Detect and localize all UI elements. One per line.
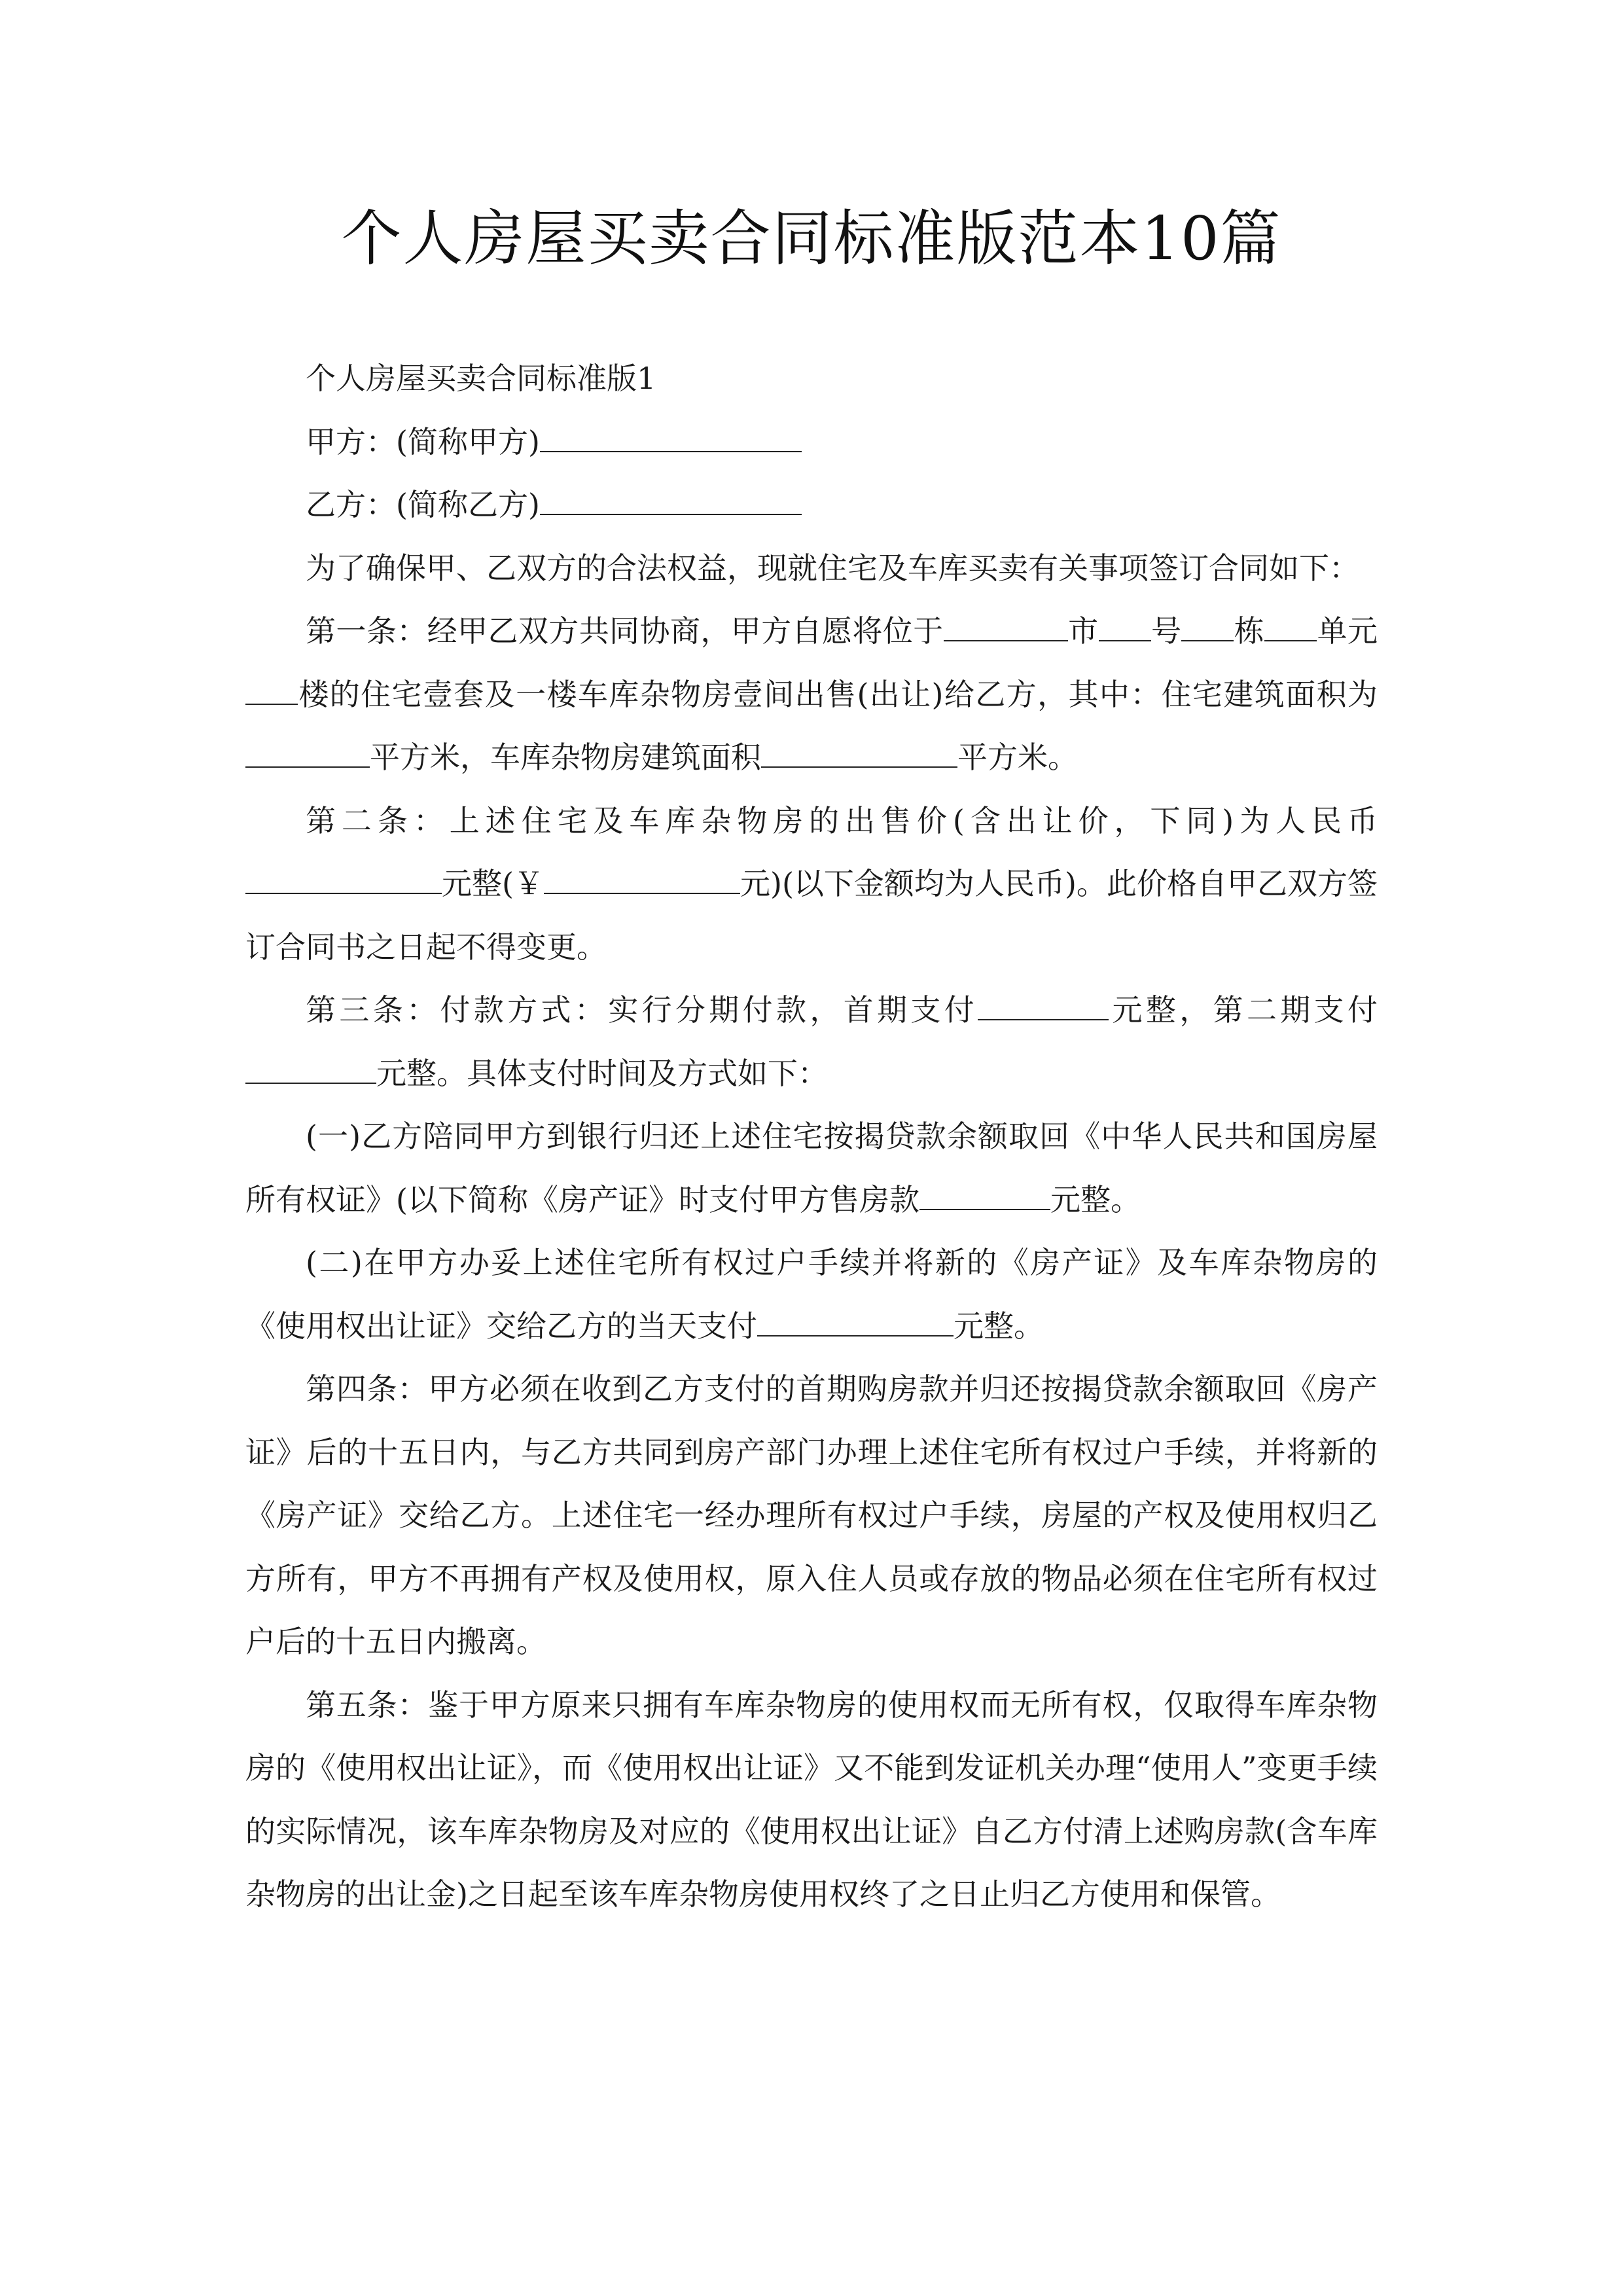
party-b-line — [245, 473, 1378, 537]
contract-subheading — [245, 347, 1378, 410]
clause-1-text-6: 楼的住宅壹套及一楼车库杂物房壹间出售(出让)给乙方，其中：住宅建筑面积为 — [298, 676, 1378, 712]
clause-1-text-8: 平方米。 — [957, 740, 1078, 775]
intro-paragraph — [245, 537, 1378, 600]
item-2-amount-blank — [757, 1306, 954, 1336]
first-payment-blank — [978, 990, 1109, 1020]
floor-blank — [245, 675, 298, 705]
subheading-text: 个人房屋买卖合同标准版1 — [306, 361, 656, 396]
item-1-amount-blank — [919, 1180, 1050, 1210]
clause-1-text-7: 平方米，车库杂物房建筑面积 — [370, 740, 761, 775]
clause-5 — [245, 1674, 1378, 1926]
party-a-line — [245, 410, 1378, 474]
party-a-blank — [540, 422, 802, 452]
payment-item-1 — [245, 1105, 1378, 1231]
number-blank — [1099, 611, 1151, 641]
clause-1 — [245, 600, 1378, 789]
party-a-label: 甲方：(简称甲方) — [306, 423, 540, 459]
clause-3-text-2: 元整，第二期支付 — [1109, 992, 1378, 1028]
clause-3 — [245, 978, 1378, 1105]
item-1-text-1: (一)乙方陪同甲方到银行归还上述住宅按揭贷款余额取回《中华人民共和国房屋所有权证》(以下简称《房产证》时支付甲方售房款 — [245, 1119, 1378, 1217]
clause-4-text: 第四条：甲方必须在收到乙方支付的首期购房款并归还按揭贷款余额取回《房产证》后的十五日内，与乙方共同到房产部门办理上述住宅所有权过户手续，并将新的《房产证》交给乙方。上述住宅一经办理所有权过户手续，房屋的产权及使用权归乙方所有，甲方不再拥有产权及使用权，原入住人员或存放的物品必须在住宅所有权过户后的十五日内搬离。 — [245, 1371, 1378, 1659]
clause-1-text-3: 号 — [1150, 613, 1182, 649]
clause-2-text-2: 元整(￥ — [442, 866, 544, 901]
unit-blank — [1264, 611, 1317, 641]
house-area-blank — [245, 738, 370, 768]
clause-2-text-3: 元)(以下金额均为人民币)。此价格自甲乙双方签订合同书之日起不得变更。 — [245, 866, 1378, 965]
garage-area-blank — [761, 738, 957, 768]
clause-3-text-1: 第三条：付款方式：实行分期付款，首期支付 — [306, 992, 978, 1028]
clause-3-text-3: 元整。具体支付时间及方式如下： — [376, 1055, 828, 1091]
clause-1-text-2: 市 — [1067, 613, 1099, 649]
building-blank — [1181, 611, 1234, 641]
price-number-blank — [544, 864, 740, 894]
payment-item-2 — [245, 1231, 1378, 1357]
clause-2 — [245, 789, 1378, 979]
item-2-text-1: (二)在甲方办妥上述住宅所有权过户手续并将新的《房产证》及车库杂物房的《使用权出让证》交给乙方的当天支付 — [245, 1245, 1378, 1344]
city-blank — [944, 611, 1068, 641]
party-b-label: 乙方：(简称乙方) — [306, 487, 540, 522]
clause-2-text-1: 第二条：上述住宅及车库杂物房的出售价(含出让价，下同)为人民币 — [306, 802, 1378, 838]
item-1-text-2: 元整。 — [1050, 1181, 1141, 1217]
price-words-blank — [245, 864, 442, 894]
document-body — [245, 347, 1378, 1926]
party-b-blank — [540, 485, 802, 515]
clause-4 — [245, 1357, 1378, 1674]
item-2-text-2: 元整。 — [954, 1308, 1044, 1344]
intro-text: 为了确保甲、乙双方的合法权益，现就住宅及车库买卖有关事项签订合同如下： — [306, 550, 1359, 586]
clause-1-text-5: 单元 — [1317, 613, 1378, 649]
document-title: 个人房屋买卖合同标准版范本10篇 — [341, 204, 1282, 274]
second-payment-blank — [245, 1054, 376, 1084]
clause-1-text-4: 栋 — [1234, 613, 1265, 649]
clause-5-text: 第五条：鉴于甲方原来只拥有车库杂物房的使用权而无所有权，仅取得车库杂物房的《使用权出让证》，而《使用权出让证》又不能到发证机关办理“使用人”变更手续的实际情况，该车库杂物房及对应的《使用权出让证》自乙方付清上述购房款(含车库杂物房的出让金)之日起至该车库杂物房使用权终了之日止归乙方使用和保管。 — [245, 1687, 1378, 1912]
clause-1-text-1: 第一条：经甲乙双方共同协商，甲方自愿将位于 — [306, 613, 944, 649]
